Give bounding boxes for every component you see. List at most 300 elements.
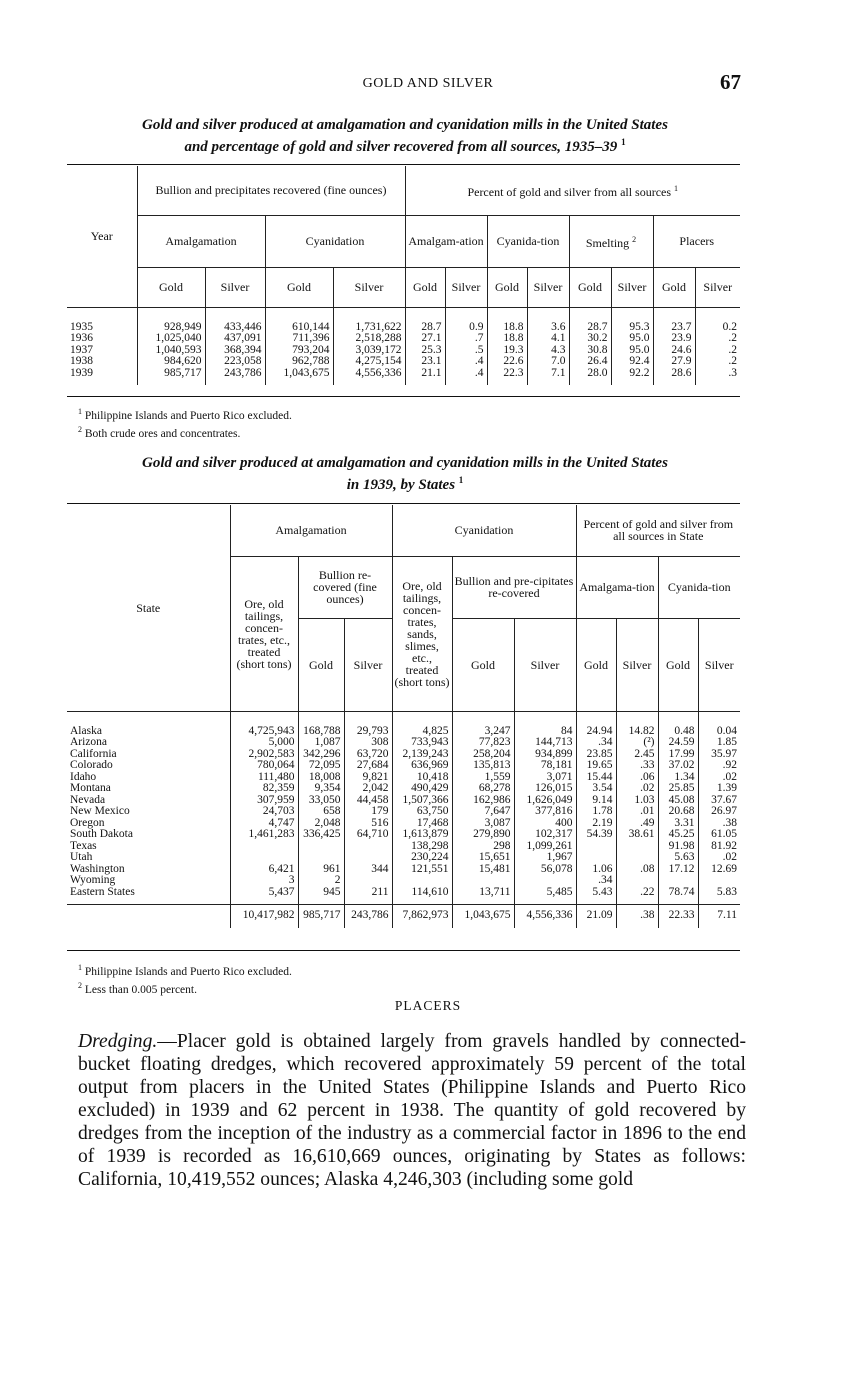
- cell-ore-cyan: 138,298: [392, 841, 452, 853]
- silver-header: Silver: [514, 618, 576, 711]
- cell-cyan-gold: 162,986: [452, 795, 514, 807]
- footnote: $^1$ Philippine Islands and Puerto Rico excluded.: [78, 407, 292, 422]
- table-row: [67, 852, 740, 864]
- table-row: [67, 864, 740, 876]
- cell-amal-gold: [298, 852, 344, 864]
- cell-p-cyan-silver: 7.1: [527, 368, 569, 386]
- cell-cyan-gold: 279,890: [452, 829, 514, 841]
- cell-amal-silver: [344, 841, 392, 853]
- cell-p-amal-silver: .06: [616, 772, 658, 784]
- cell-cyan-silver: 1,626,049: [514, 795, 576, 807]
- cell-ore-amal: [230, 841, 298, 853]
- cell-amal-gold: 2: [298, 875, 344, 887]
- cell-amal-silver: 344: [344, 864, 392, 876]
- table1-caption: [60, 117, 750, 156]
- table-row: [67, 829, 740, 841]
- table-row: [67, 333, 740, 345]
- cell-year: 1939: [70, 366, 93, 379]
- cell-amal-silver: 29,793: [344, 711, 392, 737]
- cell-amal-silver: 9,821: [344, 772, 392, 784]
- cell-state: New Mexico: [70, 805, 130, 817]
- cell-p-amal-silver: .08: [616, 864, 658, 876]
- silver-header: Silver: [698, 618, 740, 711]
- cell-p-amal-gold: 25.3: [405, 345, 445, 357]
- cell-state: Colorado: [70, 759, 113, 771]
- cell-p-amal-gold: 21.1: [405, 368, 445, 386]
- total-row: [67, 905, 740, 928]
- table-row: [67, 356, 740, 368]
- cell-cyan-gold: 3,087: [452, 818, 514, 830]
- cell-p-cyan-silver: 7.0: [527, 356, 569, 368]
- silver-header: Silver: [611, 267, 653, 307]
- total-p-amal-silver: .38: [616, 905, 658, 928]
- table1-footnotes: [78, 405, 292, 441]
- cell-p-cyan-silver: .02: [698, 772, 740, 784]
- table-row: [67, 711, 740, 737]
- cell-p-cyan-silver: 4.3: [527, 345, 569, 357]
- cell-p-smelt-gold: 28.7: [569, 307, 611, 333]
- cell-p-cyan-gold: 5.63: [658, 852, 698, 864]
- cell-ore-cyan: 63,750: [392, 806, 452, 818]
- table-row: [67, 806, 740, 818]
- cell-p-amal-gold: 2.19: [576, 818, 616, 830]
- cell-cyan-gold: 793,204: [265, 345, 333, 357]
- cell-p-amal-silver: 0.9: [445, 307, 487, 333]
- table2-top-rule: [67, 503, 740, 504]
- cell-p-cyan-silver: 37.67: [698, 795, 740, 807]
- ore-amal-header: Ore, old tailings, concen-trates, etc., treated (short tons): [230, 556, 298, 711]
- cell-year: 1935: [70, 320, 93, 333]
- percent-state-header: Percent of gold and silver from all sources in State: [576, 505, 740, 556]
- total-amal-silver: 243,786: [344, 905, 392, 928]
- table2-bottom-rule: [67, 950, 740, 951]
- total-ore-cyan: 7,862,973: [392, 905, 452, 928]
- cell-ore-cyan: 2,139,243: [392, 749, 452, 761]
- cell-state: Nevada: [70, 793, 106, 806]
- cell-amal-silver: 179: [344, 806, 392, 818]
- cell-p-amal-gold: 23.85: [576, 749, 616, 761]
- paragraph-text: —Placer gold is obtained largely from gravels handled by connected-bucket floating dredges, which recovered approximately 59 percent of the total output from placers in the United States (Philippine Islands and Puerto Rico excluded) in 1939 and 62 percent in 1938. The quantity of gold recovered by dredges from the inception of the industry as a commercial factor in 1896 to the end of 1939 is recorded as 16,610,669 ounces, originating by States as follows: California, 10,419,552 ounces; Alaska 4,246,303 (including some gold: [78, 1031, 746, 1190]
- cell-ore-amal: 3: [230, 875, 298, 887]
- gold-header: Gold: [405, 267, 445, 307]
- cell-cyan-silver: 1,967: [514, 852, 576, 864]
- table2-caption-line1: Gold and silver produced at amalgamation and cyanidation mills in the United States: [142, 455, 668, 471]
- cell-amal-silver: 64,710: [344, 829, 392, 841]
- silver-header: Silver: [695, 267, 740, 307]
- footnote: $^2$ Both crude ores and concentrates.: [78, 424, 241, 440]
- cell-p-cyan-silver: 0.04: [698, 711, 740, 737]
- table2-caption-ref: 1: [458, 475, 464, 485]
- table2-body: [67, 711, 740, 928]
- cell-ore-amal: 2,902,583: [230, 749, 298, 761]
- cell-amal-silver: [344, 852, 392, 864]
- cell-amal-gold: 1,025,040: [137, 333, 205, 345]
- bullion-amal-header: Bullion re-covered (fine ounces): [298, 556, 392, 618]
- cell-state: Montana: [70, 782, 111, 794]
- cell-ore-amal: 780,064: [230, 760, 298, 772]
- cell-p-cyan-silver: 35.97: [698, 749, 740, 761]
- cell-amal-gold: 33,050: [298, 795, 344, 807]
- table-row: [67, 368, 740, 386]
- cyanidation-header: Cyanidation: [392, 505, 576, 556]
- total-label-cell: [67, 905, 230, 928]
- cell-amal-gold: 168,788: [298, 711, 344, 737]
- cell-amal-gold: 336,425: [298, 829, 344, 841]
- cell-amal-silver: 437,091: [205, 333, 265, 345]
- cell-cyan-silver: 84: [514, 711, 576, 737]
- cell-ore-amal: 307,959: [230, 795, 298, 807]
- footnote: $^2$ Less than 0.005 percent.: [78, 980, 197, 996]
- table-row: [67, 307, 740, 333]
- cell-amal-gold: 9,354: [298, 783, 344, 795]
- cell-p-cyan-gold: 25.85: [658, 783, 698, 795]
- cell-cyan-silver: 400: [514, 818, 576, 830]
- cell-ore-cyan: 490,429: [392, 783, 452, 795]
- cell-ore-amal: 1,461,283: [230, 829, 298, 841]
- cell-cyan-gold: 68,278: [452, 783, 514, 795]
- silver-header: Silver: [333, 267, 405, 307]
- cell-cyan-gold: 3,247: [452, 711, 514, 737]
- cell-cyan-silver: 4,556,336: [333, 368, 405, 386]
- table1-caption-ref: 1: [621, 137, 626, 147]
- cell-p-amal-silver: .02: [616, 783, 658, 795]
- cell-ore-amal: 24,703: [230, 806, 298, 818]
- cell-state: Oregon: [70, 816, 105, 829]
- cell-amal-gold: 72,095: [298, 760, 344, 772]
- cell-cyan-gold: 135,813: [452, 760, 514, 772]
- cell-p-plac-silver: 0.2: [695, 307, 740, 333]
- total-p-cyan-gold: 22.33: [658, 905, 698, 928]
- cell-cyan-silver: 5,485: [514, 887, 576, 905]
- cell-p-amal-gold: 9.14: [576, 795, 616, 807]
- cell-amal-gold: 945: [298, 887, 344, 905]
- cell-p-amal-gold: 19.65: [576, 760, 616, 772]
- cell-p-smelt-silver: 92.2: [611, 368, 653, 386]
- cell-p-cyan-gold: 3.31: [658, 818, 698, 830]
- cell-amal-silver: 368,394: [205, 345, 265, 357]
- cell-state: Texas: [70, 839, 97, 852]
- cell-ore-amal: 6,421: [230, 864, 298, 876]
- table-row: [67, 737, 740, 749]
- table-row: [67, 783, 740, 795]
- cell-amal-gold: 985,717: [137, 368, 205, 386]
- cell-cyan-silver: 2,518,288: [333, 333, 405, 345]
- cell-p-cyan-silver: [698, 875, 740, 887]
- cell-ore-amal: 82,359: [230, 783, 298, 795]
- cell-p-smelt-gold: 30.2: [569, 333, 611, 345]
- gold-header: Gold: [265, 267, 333, 307]
- cell-year: 1938: [70, 355, 93, 367]
- cell-p-cyan-silver: 5.83: [698, 887, 740, 905]
- table-row: [67, 887, 740, 905]
- cell-p-cyan-gold: [658, 875, 698, 887]
- table1-caption-line1: Gold and silver produced at amalgamation and cyanidation mills in the United States: [142, 117, 668, 133]
- gold-header: Gold: [487, 267, 527, 307]
- table2: [67, 505, 740, 928]
- gold-header: Gold: [658, 618, 698, 711]
- cell-p-amal-silver: .4: [445, 356, 487, 368]
- cell-p-amal-silver: .4: [445, 368, 487, 386]
- page-number: 67: [720, 70, 741, 94]
- amalgamation-header: Amalgamation: [137, 215, 265, 267]
- cell-state: Arizona: [70, 736, 108, 748]
- cell-amal-gold: 658: [298, 806, 344, 818]
- cell-p-cyan-silver: .02: [698, 852, 740, 864]
- cell-ore-cyan: 4,825: [392, 711, 452, 737]
- cell-amal-silver: 63,720: [344, 749, 392, 761]
- cell-amal-gold: 342,296: [298, 749, 344, 761]
- cell-p-cyan-gold: 20.68: [658, 806, 698, 818]
- cell-p-cyan-gold: 45.25: [658, 829, 698, 841]
- run-in-heading: Dredging.: [78, 1031, 158, 1052]
- total-amal-gold: 985,717: [298, 905, 344, 928]
- cell-cyan-silver: 126,015: [514, 783, 576, 795]
- total-ore-amal: 10,417,982: [230, 905, 298, 928]
- cell-amal-silver: 308: [344, 737, 392, 749]
- cell-p-cyan-gold: 0.48: [658, 711, 698, 737]
- cell-p-amal-silver: (²): [616, 737, 658, 749]
- cell-p-cyan-gold: 19.3: [487, 345, 527, 357]
- cell-p-amal-gold: [576, 852, 616, 864]
- cell-p-plac-gold: 23.7: [653, 307, 695, 333]
- col-state-header: State: [67, 505, 230, 711]
- cell-p-amal-silver: [616, 875, 658, 887]
- cell-p-cyan-gold: 78.74: [658, 887, 698, 905]
- table-row: [67, 795, 740, 807]
- cell-ore-cyan: [392, 875, 452, 887]
- cell-p-smelt-gold: 30.8: [569, 345, 611, 357]
- cell-cyan-gold: 962,788: [265, 356, 333, 368]
- cell-p-amal-gold: 54.39: [576, 829, 616, 841]
- silver-header: Silver: [445, 267, 487, 307]
- cell-p-cyan-silver: 61.05: [698, 829, 740, 841]
- cell-cyan-gold: 258,204: [452, 749, 514, 761]
- cell-p-cyan-silver: 26.97: [698, 806, 740, 818]
- cell-p-amal-silver: .01: [616, 806, 658, 818]
- cell-cyan-gold: 298: [452, 841, 514, 853]
- cell-amal-gold: [298, 841, 344, 853]
- cell-p-plac-silver: .2: [695, 345, 740, 357]
- cell-state: California: [70, 747, 117, 760]
- cell-p-plac-silver: .2: [695, 333, 740, 345]
- bullion-group-header: Bullion and precipitates recovered (fine ounces): [137, 166, 405, 215]
- section-heading: PLACERS: [394, 998, 462, 1013]
- cell-state: South Dakota: [70, 828, 133, 840]
- cell-p-smelt-silver: 95.0: [611, 345, 653, 357]
- cell-p-amal-silver: .7: [445, 333, 487, 345]
- cell-p-amal-gold: 23.1: [405, 356, 445, 368]
- cell-p-cyan-gold: 22.6: [487, 356, 527, 368]
- cell-p-amal-silver: .5: [445, 345, 487, 357]
- cell-amal-gold: 928,949: [137, 307, 205, 333]
- amalgamation-pct-header: Amalgama-tion: [576, 556, 658, 618]
- cell-p-smelt-gold: 26.4: [569, 356, 611, 368]
- gold-header: Gold: [298, 618, 344, 711]
- cell-p-plac-silver: .3: [695, 368, 740, 386]
- table-row: [67, 760, 740, 772]
- cell-p-cyan-gold: 22.3: [487, 368, 527, 386]
- cell-cyan-gold: 13,711: [452, 887, 514, 905]
- cell-state: Alaska: [70, 724, 102, 737]
- cell-p-cyan-silver: 1.39: [698, 783, 740, 795]
- cell-state: Washington: [70, 862, 125, 875]
- cell-ore-amal: 4,725,943: [230, 711, 298, 737]
- cell-p-amal-silver: 1.03: [616, 795, 658, 807]
- total-cyan-silver: 4,556,336: [514, 905, 576, 928]
- cell-p-plac-gold: 23.9: [653, 333, 695, 345]
- table-row: [67, 772, 740, 784]
- cell-p-plac-gold: 27.9: [653, 356, 695, 368]
- cell-cyan-gold: [452, 875, 514, 887]
- table1-body: [67, 307, 740, 385]
- cell-p-amal-gold: 1.78: [576, 806, 616, 818]
- cell-ore-cyan: 114,610: [392, 887, 452, 905]
- cell-ore-cyan: 733,943: [392, 737, 452, 749]
- cell-state: Idaho: [70, 770, 97, 783]
- cell-amal-gold: 984,620: [137, 356, 205, 368]
- table-row: [67, 841, 740, 853]
- cell-p-plac-silver: .2: [695, 356, 740, 368]
- cell-p-amal-silver: 38.61: [616, 829, 658, 841]
- smelting-header: Smelting $^2$: [569, 215, 653, 267]
- cell-p-amal-gold: .34: [576, 875, 616, 887]
- cell-p-cyan-silver: 12.69: [698, 864, 740, 876]
- table1-bottom-rule: [67, 396, 740, 397]
- cell-state: Wyoming: [70, 874, 116, 886]
- cell-cyan-gold: 15,651: [452, 852, 514, 864]
- cell-cyan-gold: 1,559: [452, 772, 514, 784]
- cell-ore-cyan: 17,468: [392, 818, 452, 830]
- percent-group-header: Percent of gold and silver from all sources $^1$: [405, 166, 740, 215]
- cell-p-cyan-silver: 81.92: [698, 841, 740, 853]
- cell-cyan-silver: 377,816: [514, 806, 576, 818]
- cell-cyan-silver: 4,275,154: [333, 356, 405, 368]
- gold-header: Gold: [137, 267, 205, 307]
- cell-p-plac-gold: 28.6: [653, 368, 695, 386]
- cell-p-amal-gold: 1.06: [576, 864, 616, 876]
- cell-p-amal-silver: [616, 841, 658, 853]
- total-cyan-gold: 1,043,675: [452, 905, 514, 928]
- cell-state: Utah: [70, 851, 93, 863]
- amalgamation-header: Amalgamation: [230, 505, 392, 556]
- footnote: $^1$ Philippine Islands and Puerto Rico excluded.: [78, 963, 292, 978]
- cyanidation-header: Cyanidation: [265, 215, 405, 267]
- cell-p-amal-gold: [576, 841, 616, 853]
- cell-p-cyan-gold: 17.99: [658, 749, 698, 761]
- cell-p-cyan-gold: 37.02: [658, 760, 698, 772]
- cell-p-smelt-silver: 95.0: [611, 333, 653, 345]
- cell-p-cyan-silver: 1.85: [698, 737, 740, 749]
- cell-cyan-silver: 3,071: [514, 772, 576, 784]
- amalgamation-pct-header: Amalgam-ation: [405, 215, 487, 267]
- cell-p-amal-silver: .49: [616, 818, 658, 830]
- table2-footnotes: [78, 961, 292, 997]
- cell-p-cyan-silver: 3.6: [527, 307, 569, 333]
- cell-ore-cyan: 1,613,879: [392, 829, 452, 841]
- placers-header: Placers: [653, 215, 740, 267]
- cell-p-amal-gold: 24.94: [576, 711, 616, 737]
- cell-amal-silver: [344, 875, 392, 887]
- cell-p-amal-silver: .33: [616, 760, 658, 772]
- running-title: GOLD AND SILVER: [362, 76, 494, 91]
- cell-cyan-silver: 1,731,622: [333, 307, 405, 333]
- cell-p-amal-silver: .22: [616, 887, 658, 905]
- cell-year: 1937: [70, 343, 93, 356]
- cell-p-amal-gold: 15.44: [576, 772, 616, 784]
- cell-p-cyan-gold: 24.59: [658, 737, 698, 749]
- cell-cyan-silver: 102,317: [514, 829, 576, 841]
- cell-p-smelt-silver: 92.4: [611, 356, 653, 368]
- cell-p-cyan-gold: 45.08: [658, 795, 698, 807]
- table1-caption-line2: and percentage of gold and silver recovered from all sources, 1935–39: [184, 139, 618, 155]
- cell-cyan-silver: 56,078: [514, 864, 576, 876]
- cell-amal-silver: 44,458: [344, 795, 392, 807]
- cell-p-cyan-gold: 91.98: [658, 841, 698, 853]
- cell-cyan-gold: 711,396: [265, 333, 333, 345]
- cell-ore-amal: 111,480: [230, 772, 298, 784]
- cell-amal-silver: 243,786: [205, 368, 265, 386]
- silver-header: Silver: [205, 267, 265, 307]
- cell-ore-amal: 5,437: [230, 887, 298, 905]
- silver-header: Silver: [527, 267, 569, 307]
- cell-amal-gold: 961: [298, 864, 344, 876]
- table1-top-rule: [67, 164, 740, 165]
- cell-p-cyan-gold: 18.8: [487, 333, 527, 345]
- cell-cyan-silver: [514, 875, 576, 887]
- cell-amal-silver: 433,446: [205, 307, 265, 333]
- cell-cyan-gold: 15,481: [452, 864, 514, 876]
- cell-p-cyan-silver: 4.1: [527, 333, 569, 345]
- cyanidation-pct-header: Cyanida-tion: [487, 215, 569, 267]
- cell-amal-silver: 211: [344, 887, 392, 905]
- cell-ore-amal: [230, 852, 298, 864]
- cyanidation-pct-header: Cyanida-tion: [658, 556, 740, 618]
- cell-cyan-silver: 934,899: [514, 749, 576, 761]
- cell-cyan-silver: 78,181: [514, 760, 576, 772]
- cell-p-plac-gold: 24.6: [653, 345, 695, 357]
- cell-amal-silver: 27,684: [344, 760, 392, 772]
- cell-ore-amal: 5,000: [230, 737, 298, 749]
- cell-state: Eastern States: [70, 885, 135, 898]
- cell-p-smelt-gold: 28.0: [569, 368, 611, 386]
- cell-amal-gold: 1,040,593: [137, 345, 205, 357]
- cell-p-amal-gold: 28.7: [405, 307, 445, 333]
- table2-caption-line2: in 1939, by States: [346, 477, 456, 493]
- cell-ore-cyan: 10,418: [392, 772, 452, 784]
- cell-cyan-silver: 1,099,261: [514, 841, 576, 853]
- bullion-cyan-header: Bullion and pre-cipitates re-covered: [452, 556, 576, 618]
- cell-cyan-gold: 7,647: [452, 806, 514, 818]
- cell-p-cyan-gold: 1.34: [658, 772, 698, 784]
- cell-cyan-gold: 610,144: [265, 307, 333, 333]
- cell-p-amal-gold: 5.43: [576, 887, 616, 905]
- gold-header: Gold: [653, 267, 695, 307]
- cell-p-cyan-gold: 17.12: [658, 864, 698, 876]
- cell-cyan-silver: 3,039,172: [333, 345, 405, 357]
- cell-p-amal-gold: .34: [576, 737, 616, 749]
- cell-p-amal-silver: 2.45: [616, 749, 658, 761]
- cell-p-amal-silver: [616, 852, 658, 864]
- gold-header: Gold: [569, 267, 611, 307]
- total-p-cyan-silver: 7.11: [698, 905, 740, 928]
- cell-p-amal-silver: 14.82: [616, 711, 658, 737]
- gold-header: Gold: [576, 618, 616, 711]
- silver-header: Silver: [344, 618, 392, 711]
- cell-p-amal-gold: 27.1: [405, 333, 445, 345]
- cell-ore-cyan: 636,969: [392, 760, 452, 772]
- cell-amal-silver: 2,042: [344, 783, 392, 795]
- cell-p-cyan-gold: 18.8: [487, 307, 527, 333]
